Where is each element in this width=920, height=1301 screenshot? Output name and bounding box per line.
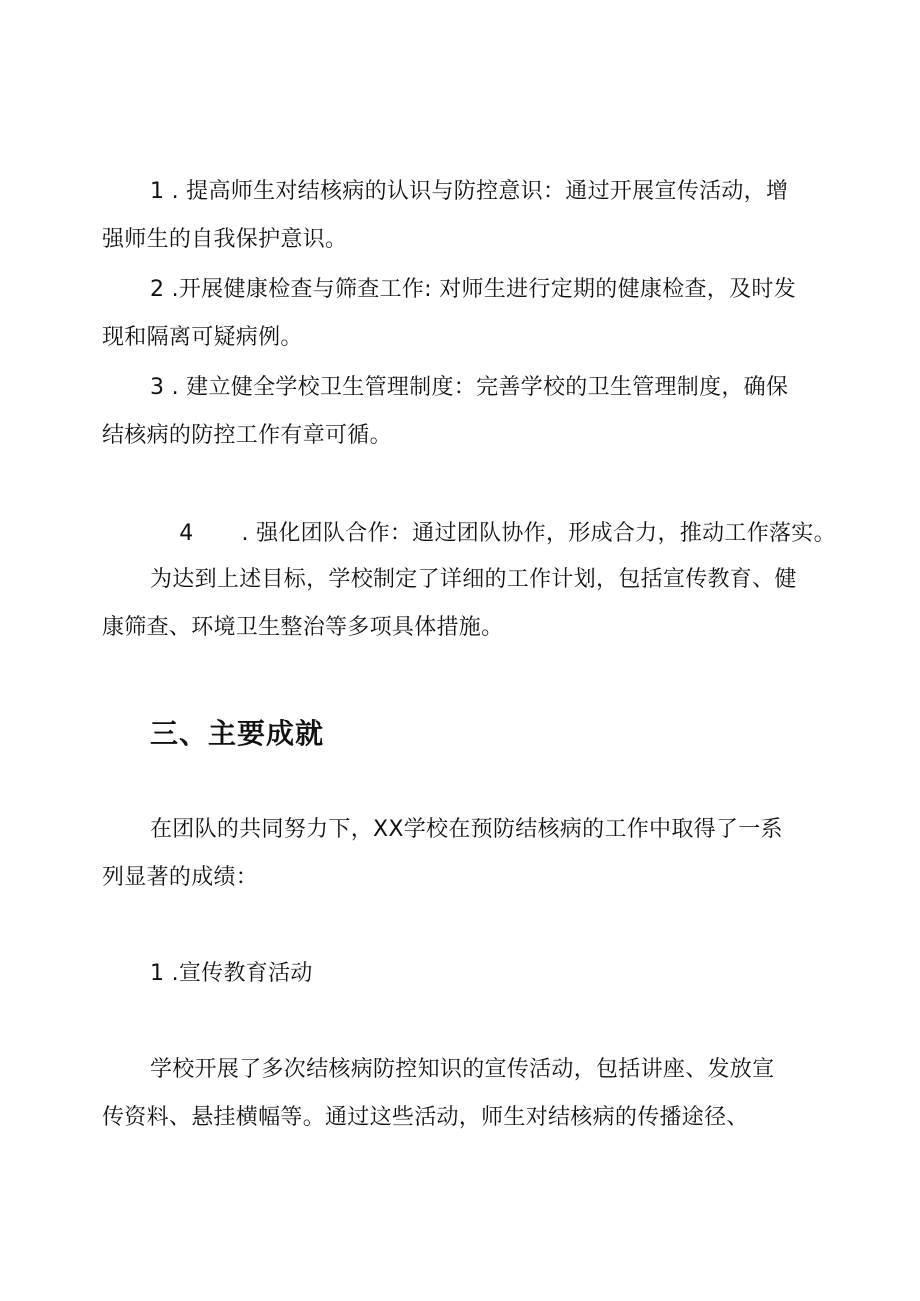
body-paragraph-line-2: 传资料、悬挂横幅等。通过这些活动，师生对结核病的传播途径、 [102, 1105, 749, 1130]
plan-paragraph-line-1: 为达到上述目标，学校制定了详细的工作计划，包括宣传教育、健 [150, 567, 797, 592]
section-intro-line-1: 在团队的共同努力下，XX学校在预防结核病的工作中取得了一系 [150, 817, 783, 842]
section-intro-line-2: 列显著的成绩： [102, 865, 259, 890]
goal-item-4-number: 4 [179, 521, 194, 546]
body-paragraph-line-1: 学校开展了多次结核病防控知识的宣传活动，包括讲座、发放宣 [150, 1057, 775, 1082]
goal-item-2-line-1: 2 .开展健康检查与筛查工作: 对师生进行定期的健康检查，及时发 [150, 277, 796, 302]
goal-item-1-line-1: 1 . 提高师生对结核病的认识与防控意识：通过开展宣传活动，增 [150, 179, 789, 204]
plan-paragraph-line-2: 康筛查、环境卫生整治等多项具体措施。 [102, 615, 504, 640]
goal-item-2-line-2: 现和隔离可疑病例。 [102, 325, 303, 350]
goal-item-4-text: . 强化团队合作：通过团队协作，形成合力，推动工作落实。 [241, 521, 836, 546]
subheading-1: 1 .宣传教育活动 [150, 961, 313, 986]
section-heading: 三、主要成就 [150, 717, 325, 750]
goal-item-3-line-2: 结核病的防控工作有章可循。 [102, 423, 392, 448]
goal-item-3-line-1: 3 . 建立健全学校卫生管理制度：完善学校的卫生管理制度，确保 [150, 375, 789, 400]
goal-item-1-line-2: 强师生的自我保护意识。 [102, 227, 348, 252]
